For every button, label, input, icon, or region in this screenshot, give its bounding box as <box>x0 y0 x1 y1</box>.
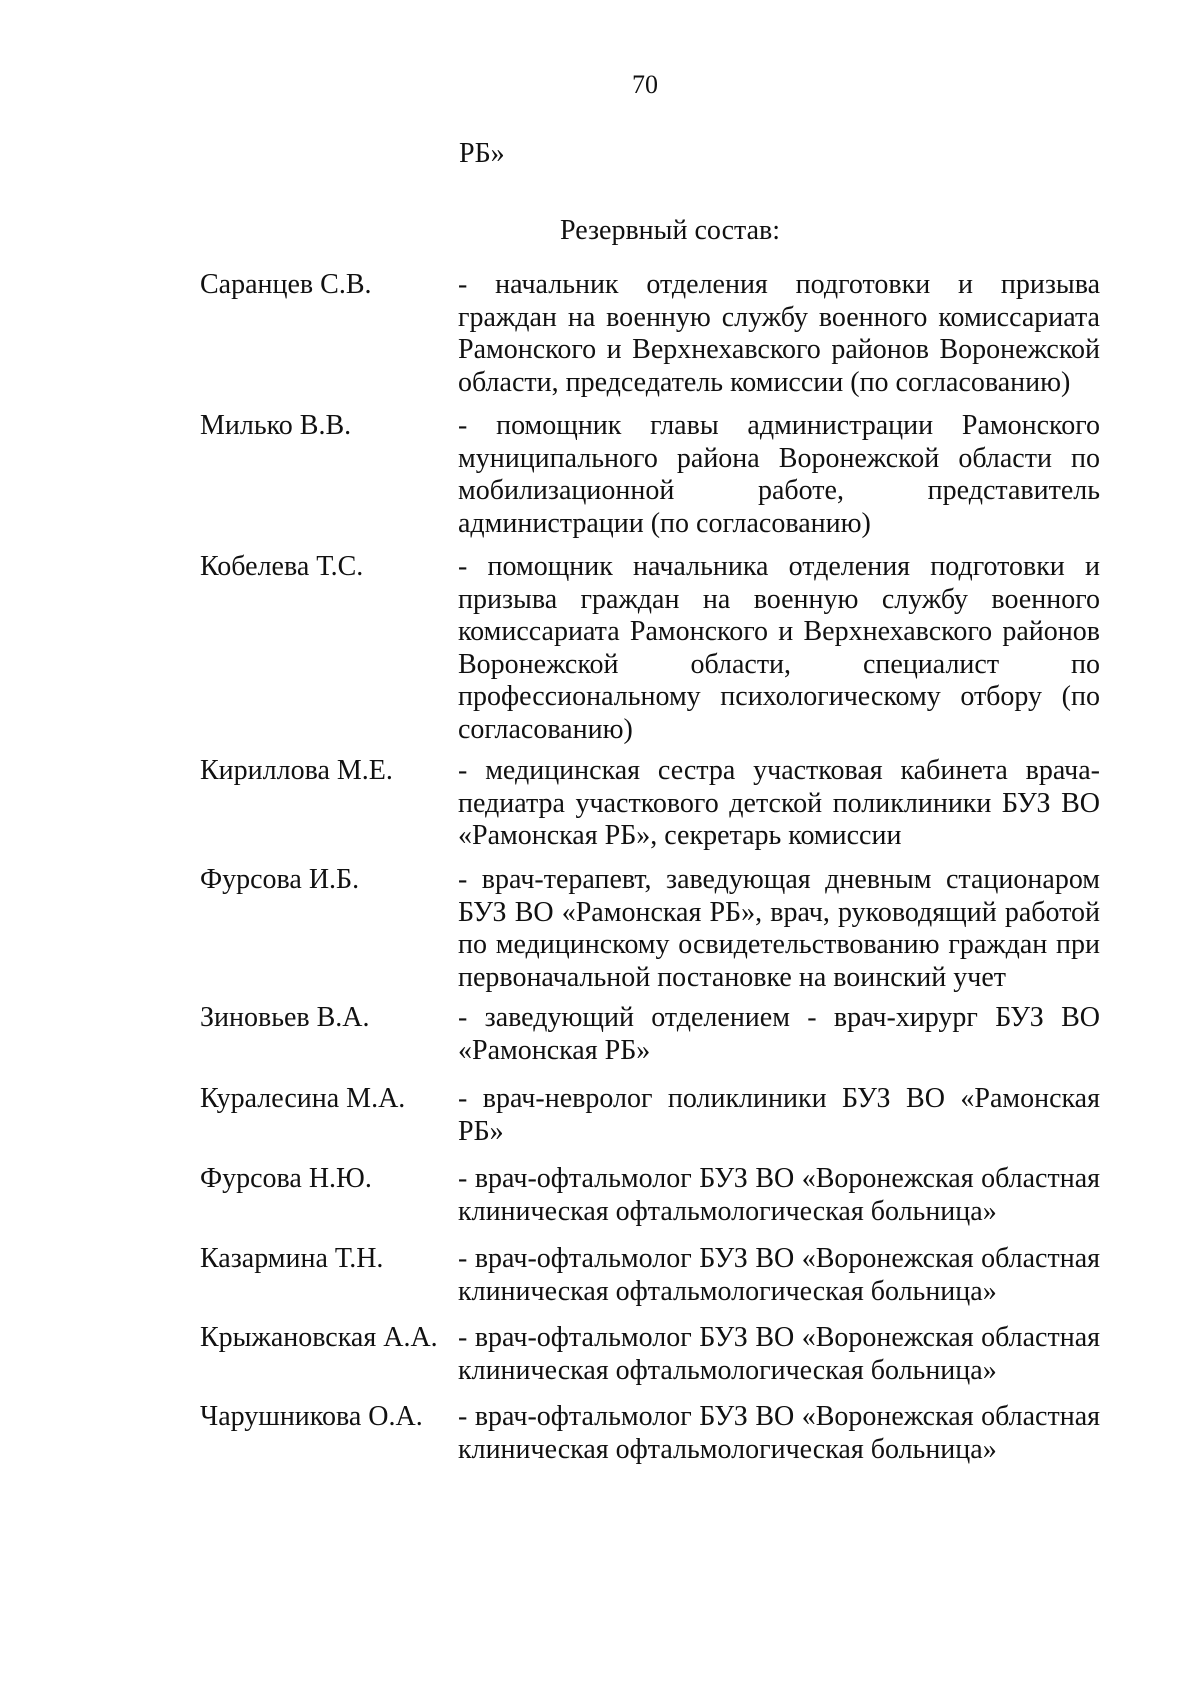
member-name: Милько В.В. <box>200 410 352 441</box>
member-role: - врач-терапевт, заведующая дневным стационаром БУЗ ВО «Рамонская РБ», врач, руководящий работой по медицинскому освидетельствованию граждан при первоначальной постановке на воинский учет <box>458 864 1100 993</box>
member-name: Куралесина М.А. <box>200 1083 406 1114</box>
member-role: - помощник главы администрации Рамонского муниципального района Воронежской области по мобилизационной работе, представитель администрации (по согласованию) <box>458 410 1100 539</box>
section-heading: Резервный состав: <box>559 215 781 246</box>
member-role: - заведующий отделением - врач-хирург БУЗ ВО «Рамонская РБ» <box>458 1002 1100 1066</box>
member-role: - врач-офтальмолог БУЗ ВО «Воронежская областная клиническая офтальмологическая больница» <box>458 1243 1100 1307</box>
member-role: - врач-офтальмолог БУЗ ВО «Воронежская областная клиническая офтальмологическая больница» <box>458 1163 1100 1227</box>
member-name: Крыжановская А.А. <box>200 1322 438 1353</box>
member-name: Фурсова И.Б. <box>200 864 360 895</box>
member-role: - врач-офтальмолог БУЗ ВО «Воронежская областная клиническая офтальмологическая больница» <box>458 1322 1100 1386</box>
member-role: - медицинская сестра участковая кабинета врача-педиатра участкового детской поликлиники БУЗ ВО «Рамонская РБ», секретарь комиссии <box>458 755 1100 851</box>
member-name: Казармина Т.Н. <box>200 1243 384 1274</box>
member-name: Кириллова М.Е. <box>200 755 393 786</box>
member-role: - врач-офтальмолог БУЗ ВО «Воронежская областная клиническая офтальмологическая больница» <box>458 1401 1100 1465</box>
member-name: Зиновьев В.А. <box>200 1002 370 1033</box>
member-role: - врач-невролог поликлиники БУЗ ВО «Рамонская РБ» <box>458 1083 1100 1147</box>
member-name: Фурсова Н.Ю. <box>200 1163 372 1194</box>
page-number: 70 <box>632 70 658 99</box>
member-role: - помощник начальника отделения подготовки и призыва граждан на военную службу военного комиссариата Рамонского и Верхнехавского районов Воронежской области, специалист по профессиональному психологическому отбору (по согласованию) <box>458 551 1100 745</box>
member-role: - начальник отделения подготовки и призыва граждан на военную службу военного комиссариата Рамонского и Верхнехавского районов Воронежской области, председатель комиссии (по согласованию) <box>458 269 1100 398</box>
member-name: Чарушникова О.А. <box>200 1401 423 1432</box>
member-name: Кобелева Т.С. <box>200 551 364 582</box>
carry-over-text: РБ» <box>459 138 505 169</box>
member-name: Саранцев С.В. <box>200 269 372 300</box>
